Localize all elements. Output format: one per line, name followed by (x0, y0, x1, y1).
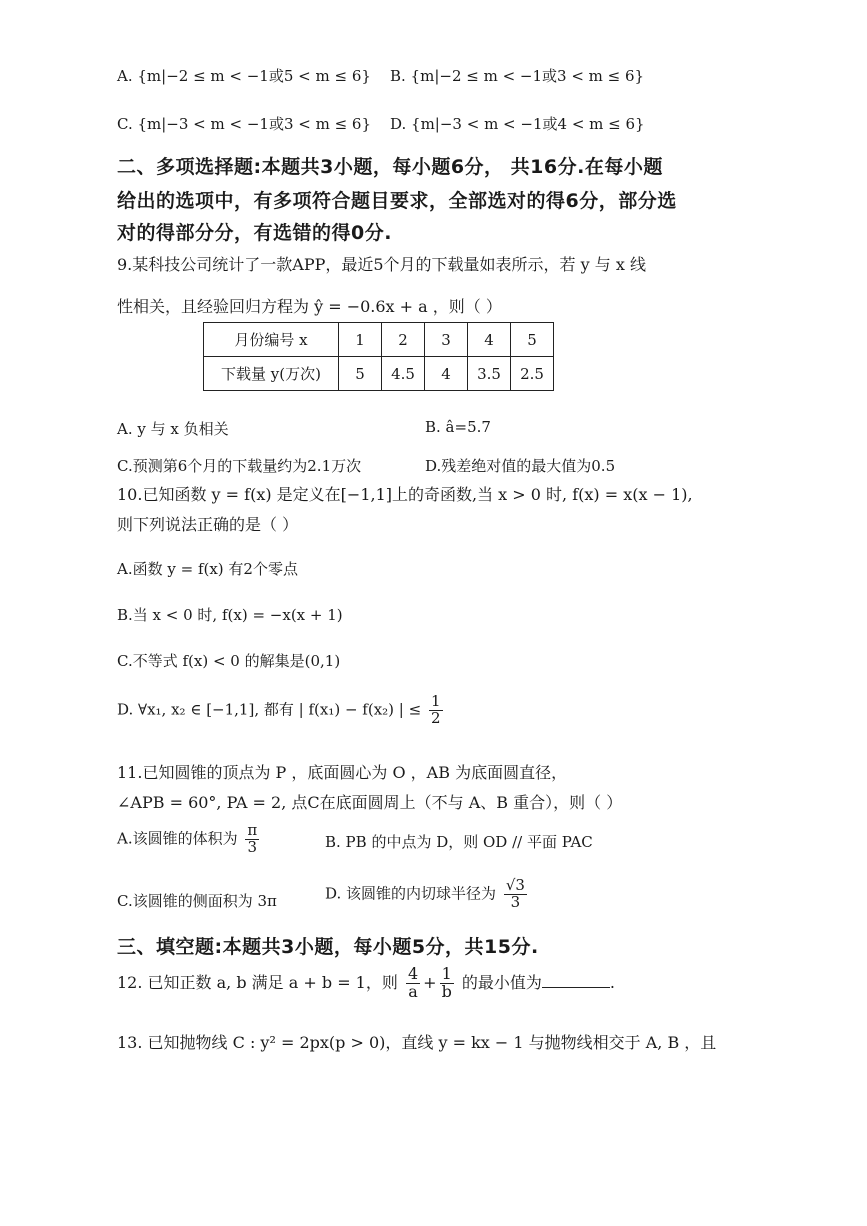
q10-option-d-text: D. ∀x₁, x₂ ∈ [−1,1], 都有 | f(x₁) − f(x₂) | ≤ (117, 700, 422, 719)
q12-stem (117, 966, 615, 1001)
fraction-denominator: 2 (430, 708, 441, 727)
section2-heading-line2: 给出的选项中，有多项符合题目要求，全部选对的得6分，部分选 (117, 190, 677, 212)
fraction-denominator: 3 (247, 837, 258, 856)
q9-stem-line2: 性相关，且经验回归方程为 ŷ = −0.6x + a ，则（ ） (117, 297, 502, 316)
table-cell: 4.5 (382, 357, 425, 391)
q13-stem-line1: 13. 已知抛物线 C : y² = 2px(p > 0)，直线 y = kx − 1 与抛物线相交于 A, B ，且 (117, 1033, 717, 1052)
q9-stem-line1: 9.某科技公司统计了一款APP，最近5个月的下载量如表所示，若 y 与 x 线 (117, 255, 646, 274)
q11-option-d-text: D. 该圆锥的内切球半径为 (325, 884, 497, 903)
answer-blank[interactable] (542, 977, 610, 988)
q8-option-c: C. {m|−3 < m < −1或3 < m ≤ 6} (117, 115, 372, 133)
download-table (203, 322, 554, 391)
q8-option-d: D. {m|−3 < m < −1或4 < m ≤ 6} (390, 115, 645, 133)
table-cell: 5 (339, 357, 382, 391)
fraction (440, 966, 454, 1001)
q10-option-a: A.函数 y = f(x) 有2个零点 (117, 560, 298, 578)
q11-option-d (325, 878, 530, 911)
q11-stem-line2: ∠APB = 60°, PA = 2, 点C在底面圆周上（不与 A、B 重合），则（ ） (117, 793, 623, 812)
fraction-numerator: 1 (440, 966, 454, 984)
q11-option-c: C.该圆锥的侧面积为 3π (117, 892, 277, 910)
table-header-month: 月份编号 x (204, 323, 339, 357)
table-row (204, 357, 554, 391)
fraction-denominator: 3 (510, 892, 521, 911)
q10-stem-line2: 则下列说法正确的是（ ） (117, 515, 299, 534)
q9-option-b: B. â=5.7 (425, 418, 491, 436)
table-cell: 2.5 (511, 357, 554, 391)
fraction (245, 823, 259, 856)
q9-option-a: A. y 与 x 负相关 (117, 420, 229, 438)
plus-sign: + (423, 972, 437, 992)
table-cell: 5 (511, 323, 554, 357)
q11-option-a (117, 823, 262, 856)
q10-option-c: C.不等式 f(x) < 0 的解集是(0,1) (117, 652, 341, 670)
fraction (406, 966, 420, 1001)
section3-heading: 三、填空题:本题共3小题，每小题5分，共15分. (117, 936, 539, 958)
q12-text-pre: 12. 已知正数 a, b 满足 a + b = 1，则 (117, 972, 398, 992)
fraction-numerator: 1 (430, 692, 441, 710)
table-row (204, 323, 554, 357)
q11-stem-line1: 11.已知圆锥的顶点为 P ，底面圆心为 O ，AB 为底面圆直径， (117, 763, 568, 782)
q8-option-b: B. {m|−2 ≤ m < −1或3 < m ≤ 6} (390, 67, 645, 85)
q12-text-end: . (609, 972, 616, 992)
fraction (504, 878, 527, 911)
table-header-downloads: 下载量 y(万次) (204, 357, 339, 391)
fraction-denominator: b (441, 981, 452, 1001)
q12-text-post: 的最小值为 (461, 972, 542, 992)
table-cell: 3.5 (468, 357, 511, 391)
section2-heading-line1: 二、多项选择题:本题共3小题，每小题6分， 共16分.在每小题 (117, 156, 663, 178)
q9-option-d: D.残差绝对值的最大值为0.5 (425, 457, 616, 475)
q10-option-d (117, 694, 446, 727)
section2-heading-line3: 对的得部分分，有选错的得0分. (117, 222, 392, 244)
fraction-denominator: a (408, 981, 418, 1001)
table-cell: 2 (382, 323, 425, 357)
q8-option-a: A. {m|−2 ≤ m < −1或5 < m ≤ 6} (117, 67, 371, 85)
fraction-numerator: π (247, 821, 258, 839)
table-cell: 3 (425, 323, 468, 357)
fraction (429, 694, 443, 727)
q11-option-b: B. PB 的中点为 D，则 OD // 平面 PAC (325, 833, 593, 851)
q11-option-a-text: A.该圆锥的体积为 (117, 829, 238, 848)
fraction-numerator: √3 (505, 876, 525, 894)
q10-option-b: B.当 x < 0 时, f(x) = −x(x + 1) (117, 606, 343, 624)
fraction-numerator: 4 (407, 964, 419, 983)
q9-option-c: C.预测第6个月的下载量约为2.1万次 (117, 457, 362, 475)
table-cell: 4 (468, 323, 511, 357)
q10-stem-line1: 10.已知函数 y = f(x) 是定义在[−1,1]上的奇函数,当 x > 0 时, f(x) = x(x − 1), (117, 485, 693, 504)
table-cell: 1 (339, 323, 382, 357)
table-cell: 4 (425, 357, 468, 391)
